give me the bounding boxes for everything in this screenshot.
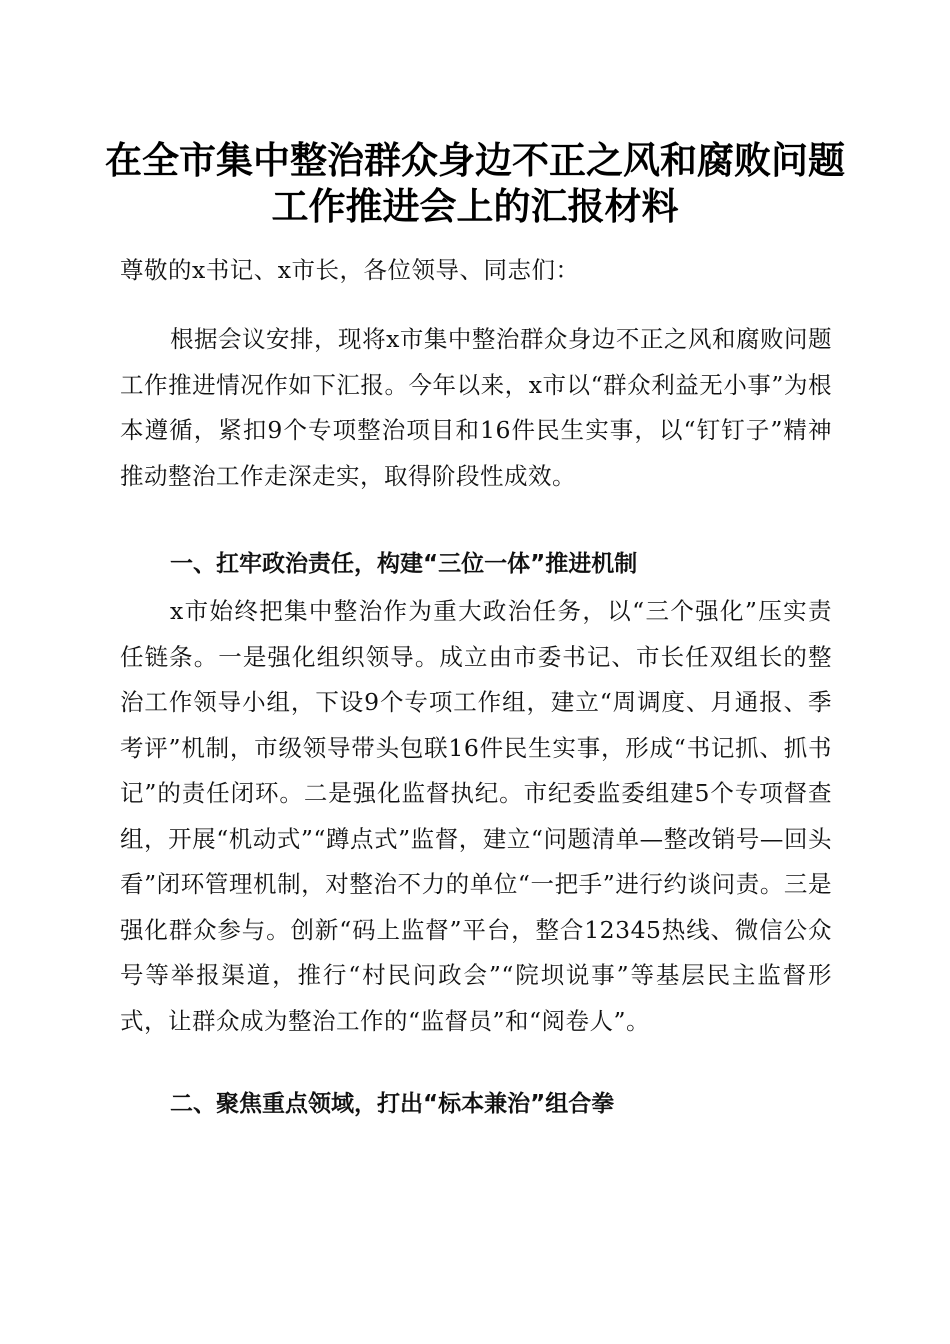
document-title-line-1: 在全市集中整治群众身边不正之风和腐败问题 — [105, 138, 845, 182]
paragraph-intro: 根据会议安排，现将x市集中整治群众身边不正之风和腐败问题工作推进情况作如下汇报。今年以来，x市以“群众利益无小事”为根本遵循，紧扣9个专项整治项目和16件民生实事，以“钉钉子”精神推动整治工作走深走实，取得阶段性成效。 — [120, 325, 832, 490]
section-heading-1: 一、扛牢政治责任，构建“三位一体”推进机制 — [170, 551, 638, 577]
salutation: 尊敬的x书记、x市长，各位领导、同志们： — [120, 256, 580, 284]
paragraph-section-1: x市始终把集中整治作为重大政治任务，以“三个强化”压实责任链条。一是强化组织领导。成立由市委书记、市长任双组长的整治工作领导小组，下设9个专项工作组，建立“周调度、月通报、季考评”机制，市级领导带头包联16件民生实事，形成“书记抓、抓书记”的责任闭环。二是强化监督执纪。市纪委监委组建5个专项督查组，开展“机动式”“蹲点式”监督，建立“问题清单—整改销号—回头看”闭环管理机制，对整治不力的单位“一把手”进行约谈问责。三是强化群众参与。创新“码上监督”平台，整合12345热线、微信公众号等举报渠道，推行“村民问政会”“院坝说事”等基层民主监督形式，让群众成为整治工作的“监督员”和“阅卷人”。 — [120, 597, 832, 1035]
section-heading-2: 二、聚焦重点领域，打出“标本兼治”组合拳 — [170, 1091, 615, 1117]
document-title-line-2: 工作推进会上的汇报材料 — [271, 184, 679, 228]
